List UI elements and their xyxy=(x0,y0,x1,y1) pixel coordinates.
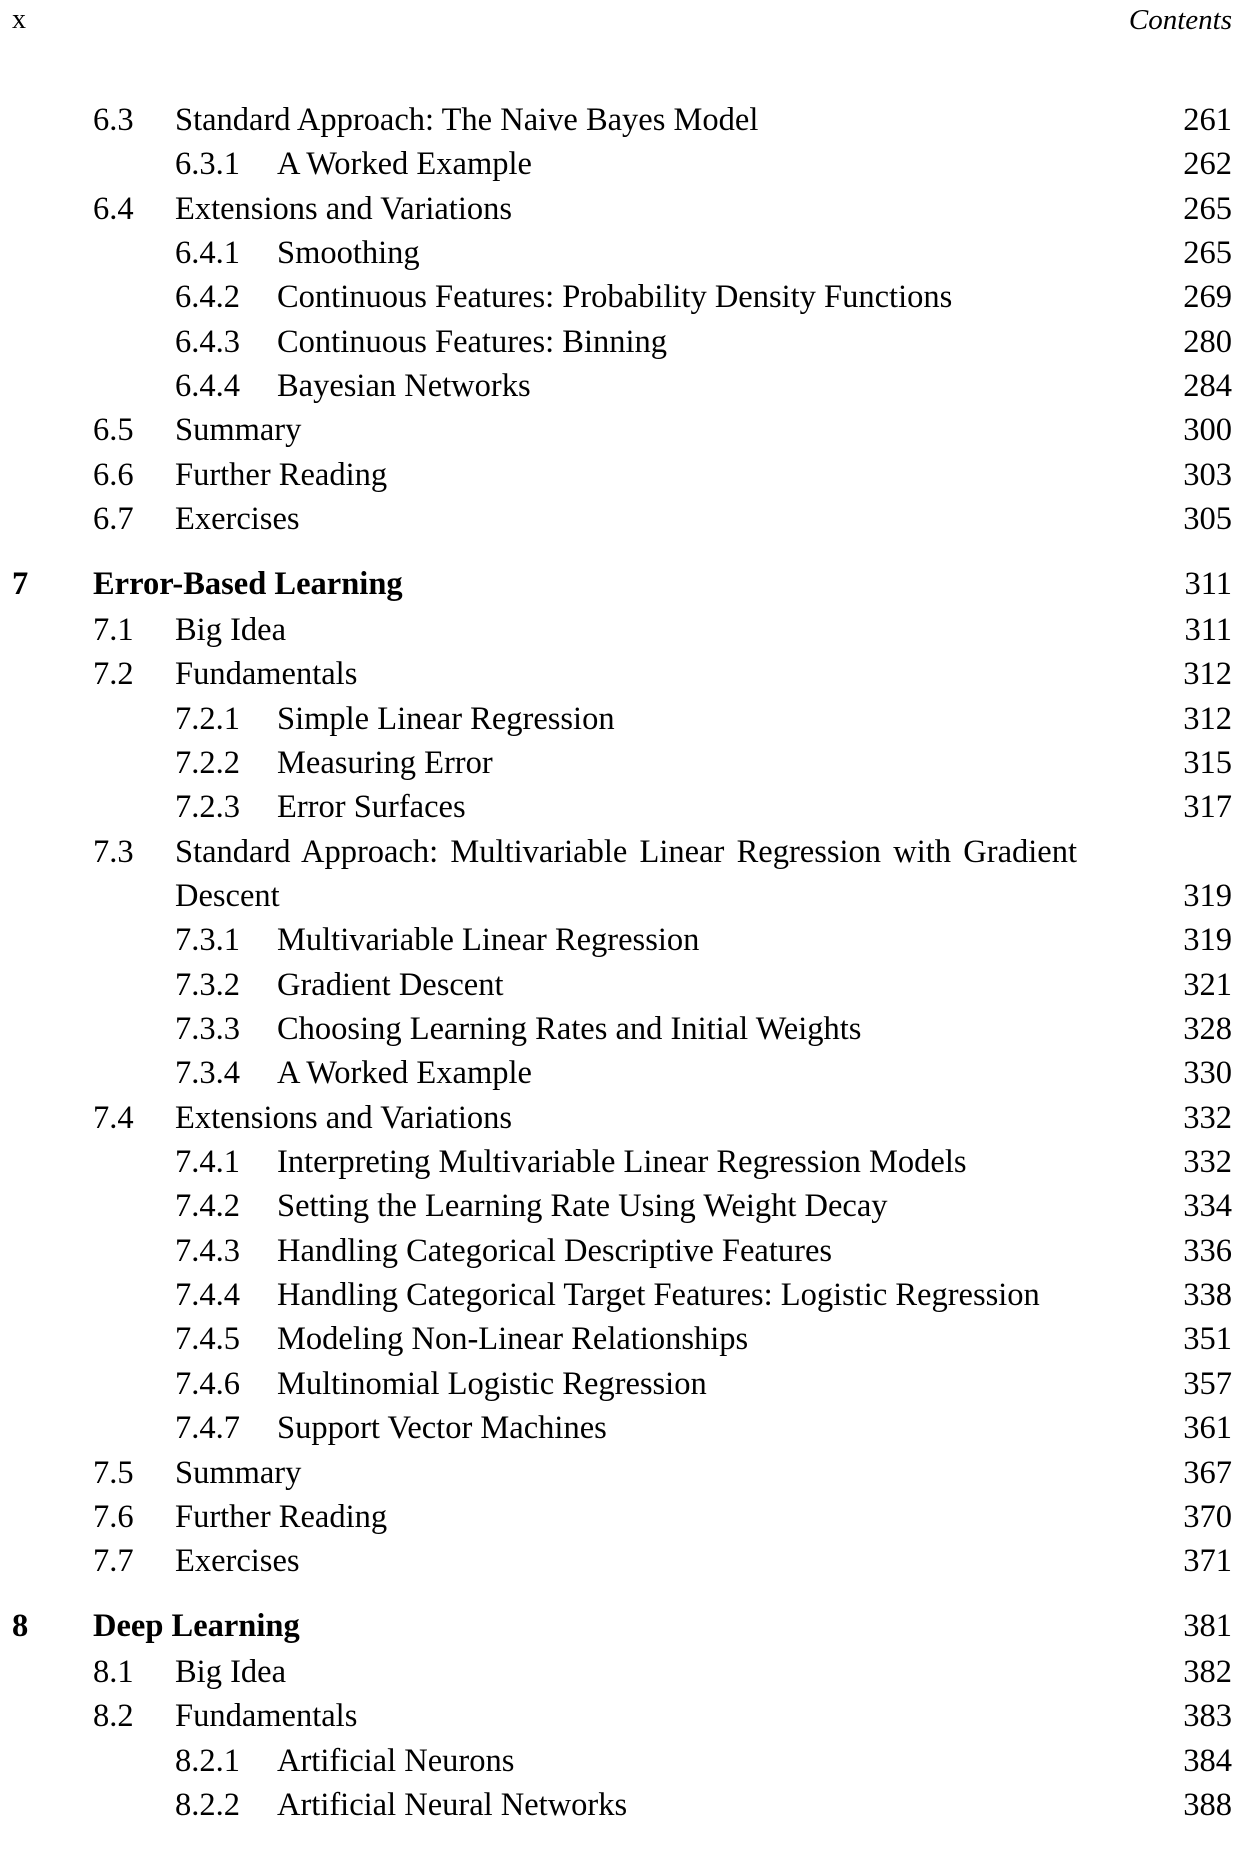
toc-entry-section[interactable] xyxy=(0,497,1259,541)
toc-entry-title: Error-Based Learning xyxy=(93,565,403,602)
toc-entry-title: Further Reading xyxy=(175,456,388,493)
toc-entry-number: 7.2 xyxy=(93,656,134,693)
toc-entry-subsection[interactable] xyxy=(0,741,1259,785)
toc-entry-subsection[interactable] xyxy=(0,1229,1259,1273)
toc-entry-page-number: 332 xyxy=(1183,1144,1232,1181)
toc-entry-page-number: 384 xyxy=(1183,1742,1232,1779)
toc-entry-title: Standard Approach: Multivariable Linear Regression with Gradient xyxy=(175,833,1077,870)
toc-entry-title: Extensions and Variations xyxy=(175,190,512,227)
toc-entry-chapter[interactable] xyxy=(0,1604,1259,1648)
toc-entry-number: 8.1 xyxy=(93,1653,134,1690)
toc-entry-title: Multivariable Linear Regression xyxy=(277,922,700,959)
toc-entry-page-number: 361 xyxy=(1183,1410,1232,1447)
toc-entry-section[interactable] xyxy=(0,1096,1259,1140)
toc-entry-page-number: 311 xyxy=(1184,565,1232,602)
toc-entry-number: 7.1 xyxy=(93,611,134,648)
toc-entry-page-number: 312 xyxy=(1183,700,1232,737)
toc-entry-title: Summary xyxy=(175,412,302,449)
toc-entry-title: Fundamentals xyxy=(175,1698,358,1735)
toc-entry-number: 7.5 xyxy=(93,1454,134,1491)
toc-entry-title: Multinomial Logistic Regression xyxy=(277,1365,707,1402)
toc-entry-number: 8.2.2 xyxy=(175,1786,240,1823)
toc-entry-number: 8.2 xyxy=(93,1698,134,1735)
toc-entry-number: 7.3.2 xyxy=(175,966,240,1003)
toc-entry-subsection[interactable] xyxy=(0,364,1259,408)
toc-entry-number: 7.3.4 xyxy=(175,1055,240,1092)
toc-entry-page-number: 357 xyxy=(1183,1365,1232,1402)
toc-entry-title: Artificial Neural Networks xyxy=(277,1786,628,1823)
toc-entry-title: Continuous Features: Binning xyxy=(277,323,667,360)
toc-entry-number: 7.4.2 xyxy=(175,1188,240,1225)
toc-entry-subsection[interactable] xyxy=(0,918,1259,962)
toc-entry-page-number: 317 xyxy=(1183,789,1232,826)
toc-entry-page-number: 328 xyxy=(1183,1011,1232,1047)
toc-entry-title: Further Reading xyxy=(175,1498,388,1535)
running-head: Contents xyxy=(1128,4,1232,36)
toc-entry-section[interactable] xyxy=(0,1694,1259,1738)
toc-entry-title: A Worked Example xyxy=(277,146,532,183)
toc-entry-title: A Worked Example xyxy=(277,1055,532,1092)
toc-entry-number: 7.2.3 xyxy=(175,789,240,826)
toc-entry-subsection[interactable] xyxy=(0,697,1259,741)
toc-entry-page-number: 321 xyxy=(1183,966,1232,1003)
toc-entry-title: Simple Linear Regression xyxy=(277,700,615,737)
toc-entry-number: 6.3 xyxy=(93,102,134,138)
toc-entry-subsection[interactable] xyxy=(0,785,1259,829)
toc-entry-title: Interpreting Multivariable Linear Regression Models xyxy=(277,1144,967,1181)
toc-entry-number: 7.2.1 xyxy=(175,700,240,737)
toc-entry-section[interactable] xyxy=(0,830,1259,874)
toc-entry-page-number: 367 xyxy=(1183,1454,1232,1491)
toc-entry-page-number: 305 xyxy=(1183,501,1232,538)
toc-entry-section[interactable] xyxy=(0,98,1259,142)
toc-entry-section[interactable] xyxy=(0,453,1259,497)
toc-entry-title: Descent xyxy=(175,877,280,914)
toc-entry-subsection[interactable] xyxy=(0,1273,1259,1317)
toc-entry-title: Bayesian Networks xyxy=(277,368,531,405)
toc-entry-page-number: 265 xyxy=(1183,190,1232,227)
toc-entry-section[interactable] xyxy=(0,608,1259,652)
toc-entry-number: 6.4.1 xyxy=(175,235,240,272)
toc-entry-chapter[interactable] xyxy=(0,562,1259,606)
toc-entry-section[interactable] xyxy=(0,652,1259,696)
toc-entry-number: 7.3.3 xyxy=(175,1011,240,1047)
toc-entry-subsection[interactable] xyxy=(0,142,1259,186)
toc-entry-page-number: 269 xyxy=(1183,279,1232,316)
page-number: x xyxy=(12,4,26,35)
toc-entry-title: Handling Categorical Target Features: Logistic Regression xyxy=(277,1277,1040,1314)
toc-entry-page-number: 351 xyxy=(1183,1321,1232,1358)
toc-entry-title: Measuring Error xyxy=(277,744,493,781)
toc-entry-title: Continuous Features: Probability Density Functions xyxy=(277,279,953,316)
toc-entry-number: 7.6 xyxy=(93,1498,134,1535)
toc-entry-number: 6.4.4 xyxy=(175,368,240,405)
toc-entry-number: 7.4 xyxy=(93,1099,134,1136)
toc-entry-title: Error Surfaces xyxy=(277,789,466,826)
toc-entry-title: Fundamentals xyxy=(175,656,358,693)
toc-entry-page-number: 262 xyxy=(1183,146,1232,183)
toc-entry-subsection[interactable] xyxy=(0,1317,1259,1361)
toc-entry-number: 6.3.1 xyxy=(175,146,240,183)
toc-entry-title: Handling Categorical Descriptive Features xyxy=(277,1232,833,1269)
toc-entry-number: 7.4.3 xyxy=(175,1232,240,1269)
toc-entry-page-number: 332 xyxy=(1183,1099,1232,1136)
toc-entry-page-number: 382 xyxy=(1183,1653,1232,1690)
toc-entry-page-number: 315 xyxy=(1183,744,1232,781)
toc-entry-page-number: 261 xyxy=(1183,102,1232,138)
toc-entry-title: Support Vector Machines xyxy=(277,1410,607,1447)
toc-entry-title: Setting the Learning Rate Using Weight Decay xyxy=(277,1188,888,1225)
toc-entry-number: 7.4.4 xyxy=(175,1277,240,1314)
toc-entry-title: Standard Approach: The Naive Bayes Model xyxy=(175,102,759,138)
toc-entry-page-number: 319 xyxy=(1183,877,1232,914)
toc-entry-page-number: 330 xyxy=(1183,1055,1232,1092)
toc-entry-page-number: 383 xyxy=(1183,1698,1232,1735)
toc-entry-number: 6.4.2 xyxy=(175,279,240,316)
toc-entry-section[interactable] xyxy=(0,408,1259,452)
toc-entry-title: Deep Learning xyxy=(93,1607,300,1644)
toc-entry-title: Exercises xyxy=(175,1543,300,1580)
toc-entry-title: Artificial Neurons xyxy=(277,1742,515,1779)
toc-entry-number: 7.4.7 xyxy=(175,1410,240,1447)
toc-entry-page-number: 300 xyxy=(1183,412,1232,449)
toc-entry-page-number: 312 xyxy=(1183,656,1232,693)
toc-entry-title: Summary xyxy=(175,1454,302,1491)
toc-entry-subsection[interactable] xyxy=(0,320,1259,364)
toc-entry-number: 7.4.1 xyxy=(175,1144,240,1181)
toc-entry-title: Exercises xyxy=(175,501,300,538)
toc-entry-section[interactable] xyxy=(0,1451,1259,1495)
toc-entry-page-number: 370 xyxy=(1183,1498,1232,1535)
toc-entry-page-number: 371 xyxy=(1183,1543,1232,1580)
toc-entry-page-number: 336 xyxy=(1183,1232,1232,1269)
toc-entry-subsection[interactable] xyxy=(0,231,1259,275)
toc-entry-subsection[interactable] xyxy=(0,1140,1259,1184)
toc-entry-number: 7.4.5 xyxy=(175,1321,240,1358)
toc-entry-number: 8.2.1 xyxy=(175,1742,240,1779)
toc-entry-number: 7 xyxy=(12,565,29,602)
toc-entry-section[interactable] xyxy=(0,187,1259,231)
toc-entry-section[interactable] xyxy=(0,1650,1259,1694)
toc-entry-page-number: 311 xyxy=(1184,611,1232,648)
toc-entry-subsection[interactable] xyxy=(0,1007,1259,1051)
toc-entry-title: Big Idea xyxy=(175,611,287,648)
toc-entry-number: 7.4.6 xyxy=(175,1365,240,1402)
toc-entry-number: 7.2.2 xyxy=(175,744,240,781)
toc-entry-subsection[interactable] xyxy=(0,1783,1259,1827)
toc-entry-number: 6.5 xyxy=(93,412,134,449)
toc-entry-continuation[interactable] xyxy=(0,874,1259,918)
toc-entry-number: 6.6 xyxy=(93,456,134,493)
toc-entry-title: Big Idea xyxy=(175,1653,287,1690)
toc-entry-subsection[interactable] xyxy=(0,275,1259,319)
toc-entry-page-number: 338 xyxy=(1183,1277,1232,1314)
toc-entry-subsection[interactable] xyxy=(0,1184,1259,1228)
toc-entry-subsection[interactable] xyxy=(0,1406,1259,1450)
toc-entry-number: 7.3 xyxy=(93,833,134,870)
toc-entry-page-number: 334 xyxy=(1183,1188,1232,1225)
toc-entry-section[interactable] xyxy=(0,1539,1259,1583)
toc-entry-title: Gradient Descent xyxy=(277,966,504,1003)
toc-entry-page-number: 319 xyxy=(1183,922,1232,959)
toc-entry-number: 7.7 xyxy=(93,1543,134,1580)
toc-entry-number: 6.4 xyxy=(93,190,134,227)
toc-entry-title: Modeling Non-Linear Relationships xyxy=(277,1321,749,1358)
toc-entry-page-number: 265 xyxy=(1183,235,1232,272)
toc-entry-title: Extensions and Variations xyxy=(175,1099,512,1136)
toc-entry-page-number: 388 xyxy=(1183,1786,1232,1823)
toc-entry-number: 8 xyxy=(12,1607,29,1644)
toc-entry-subsection[interactable] xyxy=(0,1051,1259,1095)
toc-entry-number: 6.7 xyxy=(93,501,134,538)
toc-entry-number: 6.4.3 xyxy=(175,323,240,360)
toc-entry-page-number: 280 xyxy=(1183,323,1232,360)
toc-entry-subsection[interactable] xyxy=(0,963,1259,1007)
toc-entry-title: Smoothing xyxy=(277,235,420,272)
toc-entry-title: Choosing Learning Rates and Initial Weights xyxy=(277,1011,862,1047)
toc-entry-page-number: 381 xyxy=(1183,1607,1232,1644)
toc-entry-subsection[interactable] xyxy=(0,1739,1259,1783)
toc-entry-page-number: 284 xyxy=(1183,368,1232,405)
toc-entry-section[interactable] xyxy=(0,1495,1259,1539)
toc-entry-subsection[interactable] xyxy=(0,1362,1259,1406)
toc-entry-page-number: 303 xyxy=(1183,456,1232,493)
toc-entry-number: 7.3.1 xyxy=(175,922,240,959)
